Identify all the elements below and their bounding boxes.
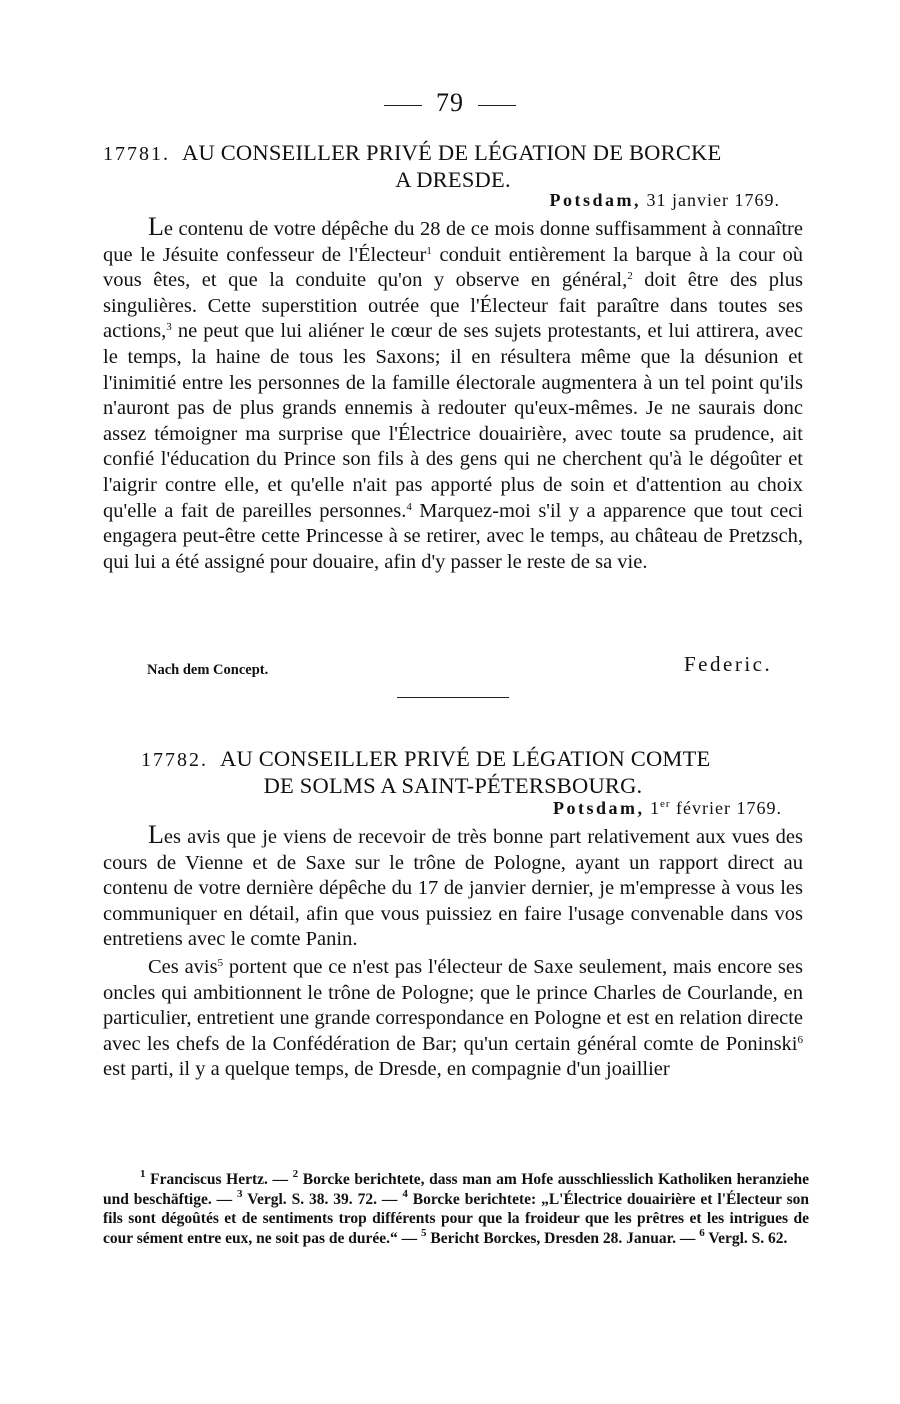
footnote-text: Bericht Borckes, Dresden 28. Januar. —	[426, 1229, 700, 1247]
letter-date-17782	[553, 798, 782, 819]
footnote-marker: 2	[292, 1168, 299, 1180]
footnote-ref: 5	[217, 956, 224, 969]
paragraph-text: est parti, il y a quelque temps, de Dresde, en compagnie d'un joaillier	[103, 1058, 670, 1081]
paragraph-text: e contenu de votre dépêche du 28 de ce mois donne suffisamment à connaître que le Jésuite confesseur de l'Électeur	[103, 218, 803, 266]
letter-number: 17782.	[141, 749, 208, 771]
date-day: 1	[649, 798, 660, 818]
footnote-marker: 6	[699, 1226, 705, 1239]
footnote-ref: 2	[627, 270, 633, 283]
date-rest: février 1769.	[670, 798, 782, 818]
paragraph-text: es avis que je viens de recevoir de très bonne part relativement aux vues des cours de Vienne et de Saxe sur le trône de Pologne, ayant un rapport direct au contenu de votre dernière dépêche du 17 de janvier dernier, je m'empresse à vous les communiquer en détail, afin que vous puissiez en faire l'usage convenable dans vos entretiens avec le comte Panin.	[103, 826, 803, 951]
paragraph-text: portent que ce n'est pas l'électeur de Saxe seulement, mais encore ses oncles qui ambitionnent le trône de Pologne; que le prince Charles de Courlande, en particulier, entretient une grande correspondance en Pologne et est en relation directe avec les chefs de la Confédération de Bar; qu'un certain général comte de Poninski	[103, 955, 803, 1055]
letter-number: 17781.	[103, 143, 170, 165]
footnote-ref: 1	[426, 244, 432, 257]
footnote-text: Franciscus Hertz. —	[145, 1171, 293, 1188]
footnote-marker: 4	[402, 1187, 408, 1200]
letter-paragraph	[103, 955, 803, 1083]
header-dash-right	[478, 105, 516, 106]
letter-recipient: AU CONSEILLER PRIVÉ DE LÉGATION COMTE	[220, 746, 711, 771]
footnote-block	[103, 1170, 809, 1248]
paragraph-text: ne peut que lui aliéner le cœur de ses sujets protestants, et lui attirera, avec le temps, la haine de tous les Saxons; il en résultera même que la désunion et l'inimitié entre les personnes de la famille électorale augmentera à un tel point qu'ils n'auront pas de plus grands ennemis à redouter qu'eux-mêmes. Je ne saurais donc assez témoigner ma surprise que l'Électrice douairière, avec toute sa prudence, ait confié l'éducation du Prince son fils à des gens qui ne cherchent qu'à le dégoûter et l'aigrir contre elle, et qu'elle n'ait pas apporté plus de soin et d'attention au choix qu'elle a fait de pareilles personnes.	[103, 320, 803, 522]
letter-heading-17782	[103, 746, 803, 799]
date-place: Potsdam,	[552, 798, 645, 818]
date-day-suffix: er	[659, 798, 671, 810]
paragraph-text: conduit entièrement la barque à la cour où vous êtes, et que la conduite qu'on y observe en général,	[103, 243, 803, 292]
date-place: Potsdam,	[549, 190, 642, 210]
letter-recipient-place: A DRESDE.	[395, 167, 511, 192]
letter-paragraph	[103, 822, 803, 953]
footnote-text: Borcke berichtete, dass man am Hofe ausschliesslich Katholiken heranziehe und beschäftige. —	[103, 1171, 809, 1208]
footnote-marker: 3	[237, 1187, 243, 1200]
signature: Federic.	[684, 652, 773, 676]
letter-body-17781	[103, 214, 803, 575]
paragraph-text: Ces avis	[148, 955, 218, 978]
letter-recipient: AU CONSEILLER PRIVÉ DE LÉGATION DE BORCKE	[182, 140, 722, 165]
section-separator	[397, 697, 509, 698]
footnote-ref: 4	[406, 500, 412, 513]
date-value: 31 janvier 1769.	[646, 190, 780, 210]
footnote-marker: 1	[140, 1168, 146, 1180]
initial-letter: L	[148, 820, 164, 849]
footnote-text: Vergl. S. 62.	[704, 1229, 788, 1247]
page-header	[0, 88, 900, 118]
footnote-text: Borcke berichtete: „L'Électrice douairière et l'Électeur son fils sont dégoûtés et de sentiments trop différents pour que la froideur que les prêtres et les intrigues de cour sément entre eux, ne soit pas de durée.“ —	[103, 1190, 809, 1247]
paragraph-text: doit être des plus singulières. Cette superstition outrée que l'Électeur fait paraître dans toutes ses actions,	[103, 269, 803, 343]
footnote-marker: 5	[421, 1226, 427, 1239]
letter-heading-17781	[103, 140, 803, 193]
initial-letter: L	[148, 212, 164, 241]
footnotes	[103, 1170, 809, 1248]
letter-body-17782	[103, 822, 803, 1083]
footnote-text: Vergl. S. 38. 39. 72. —	[242, 1190, 403, 1208]
footnote-ref: 3	[166, 321, 172, 334]
paragraph-text: Marquez-moi s'il y a apparence que tout ceci engagera peut-être cette Princesse à se retirer, avec le temps, au château de Pretzsch, qui lui a été assigné pour douaire, afin d'y passer le reste de sa vie.	[103, 499, 803, 573]
letter-paragraph	[103, 214, 803, 575]
letter-recipient-place: DE SOLMS A SAINT-PÉTERSBOURG.	[263, 773, 643, 798]
page-number: 79	[436, 88, 464, 117]
letter-date-17781	[550, 190, 780, 211]
footnote-ref: 6	[797, 1033, 803, 1046]
source-note: Nach dem Concept.	[147, 662, 269, 678]
header-dash-left	[384, 105, 422, 106]
